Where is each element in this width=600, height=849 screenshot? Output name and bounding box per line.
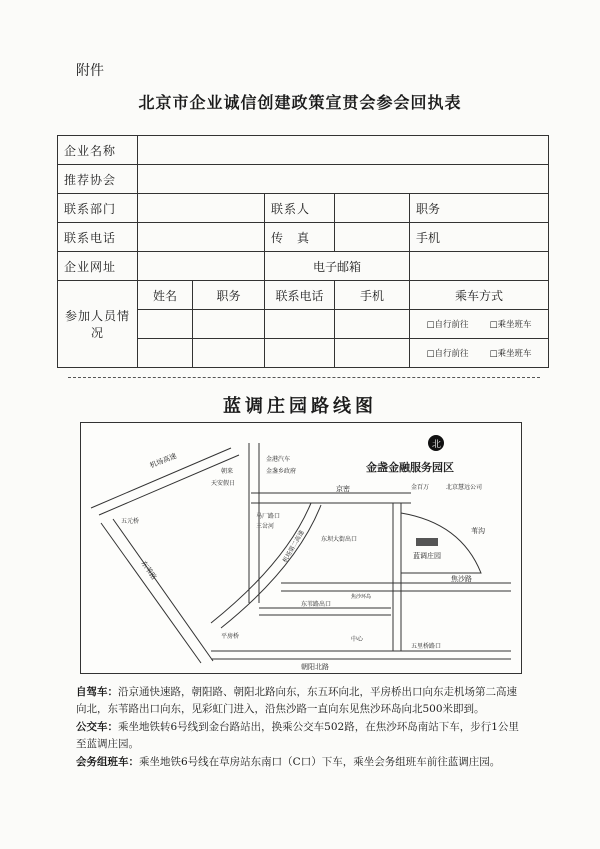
input-fax[interactable] [335, 223, 410, 252]
label-recommend-assoc: 推荐协会 [58, 165, 138, 194]
lantiao-marker [416, 538, 438, 546]
label-airport-2: 机场第二高速 [281, 529, 306, 564]
input-contact-phone[interactable] [138, 223, 265, 252]
route-map-svg [81, 423, 521, 673]
label-jiaosha-station: 焦沙环岛 [351, 594, 372, 600]
label-jingmi: 京密 [336, 485, 350, 493]
input-contact-person[interactable] [335, 194, 410, 223]
label-jinyuan: 金港汽车 [266, 456, 291, 463]
page-title: 北京市企业诚信创建政策宣贯会参会回执表 [138, 93, 462, 112]
attendee-1-phone[interactable] [265, 310, 335, 339]
position-cell[interactable] [410, 194, 549, 223]
row-company [58, 136, 549, 165]
input-company-name[interactable] [138, 136, 549, 165]
input-recommend-assoc[interactable] [138, 165, 549, 194]
label-dongwei-exit: 东苇路出口 [301, 601, 332, 608]
lantiao-area [401, 513, 481, 573]
label-contact-phone: 联系电话 [58, 223, 138, 252]
attendee-2-phone[interactable] [265, 339, 335, 368]
label-attendees: 参加人员情况 [58, 281, 138, 368]
mobile-cell[interactable] [410, 223, 549, 252]
road-airport2-a [211, 503, 311, 623]
row-website [58, 252, 549, 281]
label-sanhe: 三岔河 [256, 523, 275, 530]
cut-line [68, 377, 540, 378]
label-company-name: 企业名称 [58, 136, 138, 165]
attendee-1-mobile[interactable] [335, 310, 410, 339]
label-pingfang: 平房桥 [221, 633, 240, 640]
north-badge-label: 北 [432, 440, 442, 450]
label-wuli: 五里桥路口 [411, 643, 442, 650]
road-wuhuan-a [101, 523, 201, 663]
direction-drive [76, 684, 526, 718]
input-website[interactable] [138, 252, 265, 281]
option-self-1[interactable]: □自行前往 [426, 320, 469, 330]
label-chaoyang-n: 朝阳北路 [301, 663, 329, 671]
input-contact-dept[interactable] [138, 194, 265, 223]
road-wuhuan-b [113, 519, 213, 661]
col-position: 职务 [193, 281, 265, 310]
row-dept [58, 194, 549, 223]
option-self-2[interactable]: □自行前往 [426, 349, 469, 359]
row-assoc [58, 165, 549, 194]
attendee-2-mobile[interactable] [335, 339, 410, 368]
attendee-1-transport [410, 310, 549, 339]
label-park: 金盏金融服务园区 [366, 461, 454, 474]
bus-label: 公交车： [76, 721, 118, 733]
attachment-label: 附件 [76, 63, 104, 79]
label-email: 电子邮箱 [265, 252, 410, 281]
col-name: 姓名 [138, 281, 193, 310]
label-beijing-ly: 北京慧远公司 [446, 484, 483, 491]
shuttle-text: 乘坐地铁6号线在草房站东南口（C口）下车，乘坐会务组班车前往蓝调庄园。 [139, 756, 501, 768]
label-jiaosha: 焦沙路 [451, 575, 472, 583]
label-dongba-exit: 东坝大街出口 [321, 536, 358, 543]
attendee-2-transport [410, 339, 549, 368]
col-mobile: 手机 [335, 281, 410, 310]
attendee-1-position[interactable] [193, 310, 265, 339]
attendee-2-name[interactable] [138, 339, 193, 368]
label-dongwei-rd: 东苇路 [139, 559, 158, 582]
bus-text: 乘坐地铁转6号线到金台路站出，换乘公交车502路，在焦沙环岛南站下车，步行1公里至蓝调庄园。 [76, 721, 519, 750]
direction-bus [76, 719, 526, 753]
direction-shuttle [76, 754, 526, 771]
label-tianan: 天安假日 [211, 480, 236, 487]
attendee-2-position[interactable] [193, 339, 265, 368]
route-map [80, 422, 522, 674]
label-position: 职务 [416, 201, 441, 216]
col-transport: 乘车方式 [410, 281, 549, 310]
label-contact-dept: 联系部门 [58, 194, 138, 223]
label-majuan: 马厂路口 [256, 513, 281, 520]
label-website: 企业网址 [58, 252, 138, 281]
label-fax: 传 真 [265, 223, 335, 252]
label-wuyuan: 五元桥 [121, 518, 140, 525]
label-contact-person: 联系人 [265, 194, 335, 223]
label-lantiao: 蓝调庄园 [413, 552, 441, 560]
drive-text: 沿京通快速路，朝阳路、朝阳北路向东，东五环向北，平房桥出口向东走机场第二高速向北，东苇路出口向东，见彩虹门进入，沿焦沙路一直向东见焦沙环岛向北500米即到。 [76, 686, 517, 715]
shuttle-label: 会务组班车： [76, 756, 139, 768]
label-zhongxin: 中心 [351, 636, 364, 643]
input-email[interactable] [410, 252, 549, 281]
label-mobile: 手机 [416, 230, 441, 245]
drive-label: 自驾车： [76, 686, 118, 698]
attendee-1-name[interactable] [138, 310, 193, 339]
directions [76, 684, 526, 772]
label-village: 苇沟 [471, 527, 485, 535]
label-dingfu: 金百万 [411, 484, 430, 491]
option-bus-1[interactable]: □乘坐班车 [489, 320, 532, 330]
registration-form [57, 135, 549, 368]
map-title: 蓝调庄园路线图 [223, 396, 377, 417]
row-phone [58, 223, 549, 252]
label-chaolai: 朝来 [221, 468, 234, 475]
col-phone: 联系电话 [265, 281, 335, 310]
label-jinzhan-gov: 金盏乡政府 [266, 468, 297, 475]
label-airport-exp: 机场高速 [148, 451, 178, 470]
row-attendee-header [58, 281, 549, 310]
option-bus-2[interactable]: □乘坐班车 [489, 349, 532, 359]
